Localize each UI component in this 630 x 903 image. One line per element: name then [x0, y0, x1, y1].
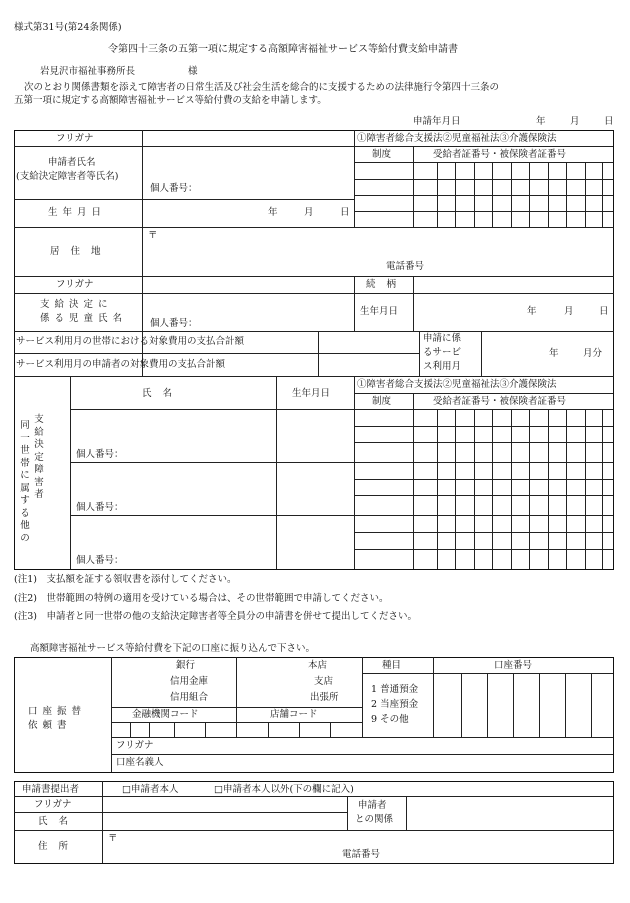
applicant-name-label: 申請者氏名	[48, 157, 96, 168]
submitter-relation-1: 申請者	[358, 800, 387, 811]
submitter-address-label: 住所	[38, 841, 80, 852]
note-1: (注1) 支払額を証する領収書を添付してください。	[14, 574, 237, 585]
child-dob-label: 生年月日	[360, 306, 399, 317]
applicant-address-label: 居住地	[50, 246, 112, 257]
bank-type-credit-union: 信用金庫	[170, 676, 209, 687]
child-dob-day: 日	[599, 306, 609, 317]
branch-type-branch: 支店	[314, 676, 334, 687]
service-month-label-2: るサービ	[423, 347, 462, 358]
bank-furigana-label: フリガナ	[116, 740, 154, 751]
submitter-option-self[interactable]: □申請者本人	[122, 784, 179, 795]
branch-type-office: 出張所	[310, 692, 339, 703]
submitter-label: 申請書提出者	[22, 784, 80, 795]
submitter-postal-mark: 〒	[108, 833, 118, 844]
intro-line-1: 次のとおり関係書類を添えて障害者の日常生活及び社会生活を総合的に支援するための法律施行令第四十三条の	[24, 82, 500, 93]
child-dob-month: 月	[564, 306, 574, 317]
others-dob-header: 生年月日	[292, 388, 331, 399]
applicant-personal-number-label: 個人番号：	[150, 183, 198, 194]
branch-code-label: 店舗コード	[270, 709, 318, 720]
bank-intro: 高額障害福祉サービス等給付費を下記の口座に振り込んで下さい。	[30, 643, 316, 654]
branch-type-main: 本店	[308, 660, 328, 671]
applicant-dob-month: 月	[304, 207, 314, 218]
account-number-header: 口座番号	[494, 660, 533, 671]
submitter-phone-label: 電話番号	[342, 849, 381, 860]
applicant-seido-label: 制度	[372, 149, 392, 160]
bank-type-bank: 銀行	[176, 660, 196, 671]
application-date-label: 申請年月日	[413, 116, 461, 127]
form-title: 令第四十三条の五第一項に規定する高額障害福祉サービス等給付費支給申請書	[108, 44, 458, 55]
bank-label-1: 口座振替	[28, 706, 87, 717]
date-day: 日	[604, 116, 614, 127]
date-month: 月	[570, 116, 580, 127]
child-relation-label: 続柄	[366, 279, 408, 290]
applicant-furigana-label: フリガナ	[56, 133, 94, 144]
bank-type-credit-coop: 信用組合	[170, 692, 209, 703]
child-personal-number-label: 個人番号：	[150, 318, 198, 329]
household-total-label: サービス利用月の世帯における対象費用の支払合計額	[16, 336, 245, 347]
note-3: (注3) 申請者と同一世帯の他の支給決定障害者等全員分の申請書を併せて提出してください。	[14, 611, 417, 622]
others-side-label-a: 同一世帯に属する他の	[20, 420, 30, 544]
submitter-furigana-label: フリガナ	[34, 799, 72, 810]
applicant-dob-day: 日	[340, 207, 350, 218]
bank-code-label: 金融機関コード	[132, 709, 199, 720]
applicant-phone-label: 電話番号	[386, 261, 425, 272]
others-personal-number-1: 個人番号：	[76, 449, 124, 460]
child-dob-year: 年	[527, 306, 537, 317]
service-month-label-3: ス利用月	[423, 361, 462, 372]
account-type-header: 種目	[382, 660, 402, 671]
applicant-insurance-header: ①障害者総合支援法②児童福祉法③介護保険法	[357, 133, 557, 144]
applicant-name-sublabel: (支給決定障害者等氏名)	[16, 171, 119, 182]
note-2: (注2) 世帯範囲の特例の適用を受けている場合は、その世帯範囲で申請してください。	[14, 593, 389, 604]
date-year: 年	[536, 116, 546, 127]
service-month-year: 年	[549, 348, 559, 359]
service-month-suffix: 月分	[583, 348, 603, 359]
applicant-cert-number-label: 受給者証番号・被保険者証番号	[433, 149, 567, 160]
others-insurance-header: ①障害者総合支援法②児童福祉法③介護保険法	[357, 379, 557, 390]
bank-label-2: 依頼書	[28, 720, 72, 731]
account-holder-label: 口座名義人	[116, 757, 164, 768]
others-side-label-b: 支給決定障害者	[34, 414, 44, 500]
applicant-dob-year: 年	[268, 207, 278, 218]
form-number: 様式第31号(第24条関係)	[14, 22, 122, 33]
others-personal-number-3: 個人番号：	[76, 555, 124, 566]
submitter-relation-2: との関係	[355, 814, 394, 825]
child-name-label-2: 係る児童氏名	[40, 313, 128, 324]
addressee-honorific: 様	[188, 66, 198, 77]
account-type-1: 1 普通預金	[371, 684, 419, 695]
others-seido-label: 制度	[372, 396, 392, 407]
applicant-postal-mark: 〒	[148, 230, 158, 241]
addressee: 岩見沢市福祉事務所長	[40, 66, 136, 77]
account-type-9: 9 その他	[371, 714, 409, 725]
applicant-total-label: サービス利用月の申請者の対象費用の支払合計額	[16, 359, 226, 370]
child-furigana-label: フリガナ	[56, 279, 94, 290]
others-cert-number-label: 受給者証番号・被保険者証番号	[433, 396, 567, 407]
service-month-label-1: 申請に係	[423, 333, 462, 344]
child-name-label-1: 支給決定に	[40, 299, 113, 310]
applicant-dob-label: 生年月日	[48, 207, 107, 218]
intro-line-2: 五第一項に規定する高額障害福祉サービス等給付費の支給を申請します。	[14, 95, 327, 106]
others-name-header: 氏名	[142, 388, 184, 399]
submitter-name-label: 氏名	[38, 816, 80, 827]
submitter-option-other[interactable]: □申請者本人以外(下の欄に記入)	[214, 784, 354, 795]
account-type-2: 2 当座預金	[371, 699, 419, 710]
others-personal-number-2: 個人番号：	[76, 502, 124, 513]
